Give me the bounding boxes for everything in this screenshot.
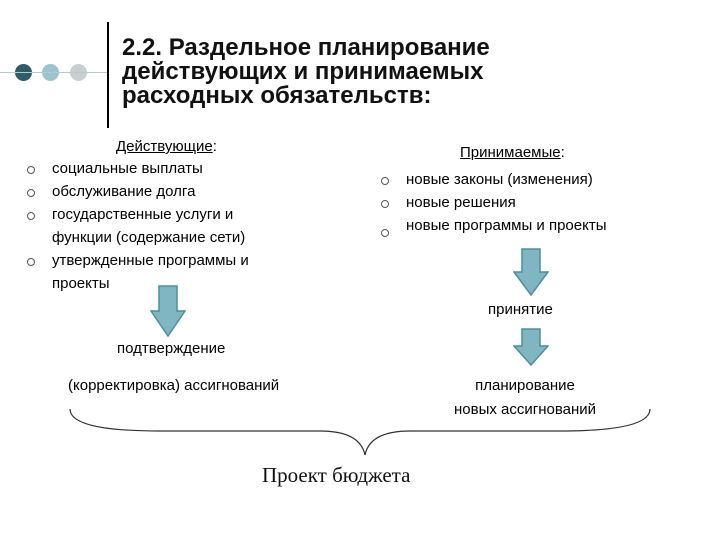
right-heading-suffix: : [560, 144, 565, 161]
left-step-confirmation: подтверждение [117, 340, 226, 357]
list-item: социальные выплаты [52, 160, 203, 177]
budget-project-label: Проект бюджета [262, 463, 411, 487]
list-item: новые законы (изменения) [406, 171, 593, 188]
left-heading [116, 138, 217, 155]
right-list [406, 168, 607, 237]
slide-title [122, 36, 682, 108]
list-item: новые решения [406, 194, 516, 211]
left-heading-suffix: : [212, 138, 217, 155]
curly-brace [60, 405, 660, 460]
down-arrow-icon [513, 248, 549, 296]
list-item-continuation: проекты [52, 275, 110, 292]
bullet-icon [27, 258, 35, 266]
left-step-adjustment: (корректировка) ассигнований [68, 377, 280, 394]
bullet-icon [27, 166, 35, 174]
title-line-3: расходных обязательств: [122, 82, 432, 109]
bullet-icon [381, 177, 389, 185]
list-item: утвержденные программы и [52, 252, 249, 269]
right-step-planning-line-2: новых ассигнований [453, 401, 597, 418]
bullet-icon [381, 229, 389, 237]
list-item: государственные услуги и [52, 206, 234, 223]
list-item-continuation: функции (содержание сети) [52, 229, 246, 246]
list-item: обслуживание долга [52, 183, 196, 200]
right-step-acceptance: принятие [488, 301, 553, 318]
list-item: новые программы и проекты [406, 217, 607, 234]
down-arrow-icon [150, 285, 186, 337]
title-divider-line [107, 22, 109, 128]
right-step-planning-line-1: планирование [475, 377, 575, 394]
down-arrow-icon [513, 328, 549, 366]
bullet-icon [27, 212, 35, 220]
bullet-icon [381, 200, 389, 208]
left-list [52, 157, 249, 295]
right-heading [460, 144, 565, 161]
title-line-2: действующих и принимаемых [122, 58, 484, 85]
decor-horizontal-line [0, 72, 108, 73]
bullet-icon [27, 189, 35, 197]
left-heading-label: Действующие [116, 138, 213, 155]
title-line-1: 2.2. Раздельное планирование [122, 34, 490, 61]
right-heading-label: Принимаемые [460, 144, 561, 161]
